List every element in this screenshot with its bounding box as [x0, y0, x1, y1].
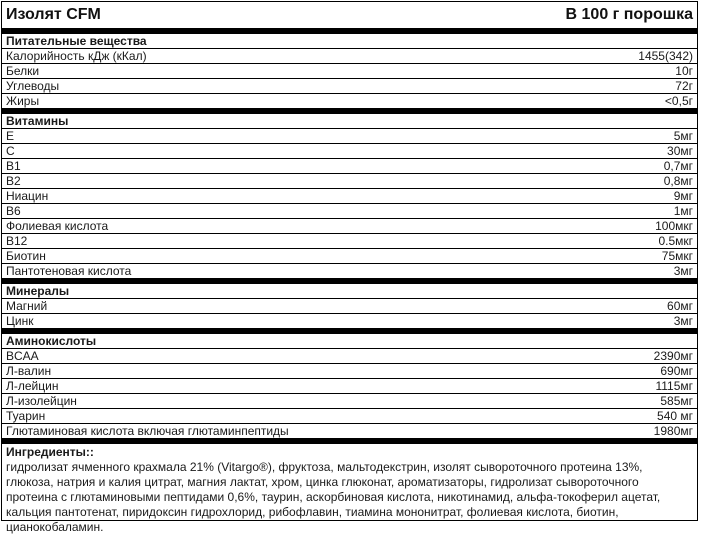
nutrient-label: Биотин — [6, 249, 46, 263]
product-title: Изолят CFM — [6, 6, 101, 23]
nutrient-value: <0,5г — [664, 94, 693, 108]
nutrient-label: Пантотеновая кислота — [6, 264, 132, 278]
nutrient-label: Л-лейцин — [6, 379, 59, 393]
nutrient-row — [2, 204, 697, 219]
nutrient-row — [2, 364, 697, 379]
nutrient-label: B2 — [6, 174, 21, 188]
nutrient-row — [2, 234, 697, 249]
nutrient-label: B6 — [6, 204, 21, 218]
nutrient-label: Цинк — [6, 314, 34, 328]
nutrient-row — [2, 249, 697, 264]
nutrient-row — [2, 144, 697, 159]
section-heading: Аминокислоты — [2, 334, 697, 349]
nutrient-label: Белки — [6, 64, 40, 78]
nutrient-value: 10г — [675, 64, 693, 78]
nutrient-value: 72г — [675, 79, 693, 93]
nutrient-value: 30мг — [667, 144, 693, 158]
nutrient-value: 9мг — [673, 189, 693, 203]
nutrient-row — [2, 129, 697, 144]
nutrient-row — [2, 189, 697, 204]
nutrient-value: 1980мг — [653, 424, 693, 438]
nutrient-row — [2, 79, 697, 94]
ingredients-title: Ингредиенты:: — [6, 445, 94, 459]
nutrition-facts-panel — [1, 1, 698, 534]
nutrient-value: 3мг — [673, 314, 693, 328]
nutrient-row — [2, 394, 697, 409]
nutrient-label: Жиры — [6, 94, 40, 108]
nutrient-value: 1мг — [673, 204, 693, 218]
nutrient-row — [2, 159, 697, 174]
section-heading: Питательные вещества — [2, 34, 697, 49]
nutrient-row — [2, 409, 697, 424]
nutrient-label: Л-изолейцин — [6, 394, 77, 408]
nutrient-value: 690мг — [660, 364, 693, 378]
nutrient-label: E — [6, 129, 15, 143]
nutrient-row — [2, 314, 697, 329]
nutrient-label: B1 — [6, 159, 21, 173]
nutrient-label: Калорийность кДж (кКал) — [6, 49, 147, 63]
nutrient-value: 585мг — [660, 394, 693, 408]
nutrient-value: 75мкг — [661, 249, 693, 263]
nutrient-label: Туарин — [6, 409, 46, 423]
nutrient-row — [2, 64, 697, 79]
nutrient-row — [2, 379, 697, 394]
nutrient-row — [2, 174, 697, 189]
nutrient-row — [2, 49, 697, 64]
nutrient-label: Л-валин — [6, 364, 52, 378]
nutrient-row — [2, 424, 697, 439]
nutrient-row — [2, 299, 697, 314]
nutrient-label: C — [6, 144, 15, 158]
nutrient-label: Углеводы — [6, 79, 60, 93]
ingredients-text: гидролизат ячменного крахмала 21% (Vitargo®), фруктоза, мальтодекстрин, изолят сывороточного протеина 13%, глюкоза, натрия и калия цитрат, магния лактат, хром, цинка глюконат, ароматизаторы, гидролизат сывороточного протеина с глютаминовыми пептидами 0,6%, таурин, аскорбиновая кислота, никотинамид, альфа-токоферил ацетат, кальция пантотенат, пиридоксин гидрохлорид, рибофлавин, тиамина мононитрат, фолиевая кислота, биотин, цианокобаламин. — [6, 460, 661, 534]
nutrient-value: 5мг — [673, 129, 693, 143]
section-heading: Витамины — [2, 114, 697, 129]
nutrition-sections — [2, 34, 697, 444]
nutrient-label: Ниацин — [6, 189, 49, 203]
serving-basis: В 100 г порошка — [565, 6, 693, 23]
nutrient-value: 100мкг — [655, 219, 693, 233]
nutrient-value: 1115мг — [655, 379, 693, 393]
nutrient-row — [2, 349, 697, 364]
nutrient-label: BCAA — [6, 349, 39, 363]
nutrient-value: 0.5мкг — [658, 234, 693, 248]
title-row — [2, 2, 697, 34]
nutrient-value: 2390мг — [653, 349, 693, 363]
nutrient-value: 540 мг — [657, 409, 693, 423]
nutrient-label: Фолиевая кислота — [6, 219, 109, 233]
nutrient-row — [2, 94, 697, 109]
nutrient-label: Магний — [6, 299, 48, 313]
nutrient-value: 60мг — [667, 299, 693, 313]
section-heading: Минералы — [2, 284, 697, 299]
nutrient-row — [2, 264, 697, 279]
nutrient-label: B12 — [6, 234, 28, 248]
nutrient-value: 3мг — [673, 264, 693, 278]
nutrient-value: 0,7мг — [663, 159, 693, 173]
nutrient-value: 1455(342) — [638, 49, 693, 63]
nutrient-row — [2, 219, 697, 234]
nutrient-value: 0,8мг — [663, 174, 693, 188]
ingredients-block — [2, 444, 697, 535]
nutrient-label: Глютаминовая кислота включая глютаминпептиды — [6, 424, 289, 438]
